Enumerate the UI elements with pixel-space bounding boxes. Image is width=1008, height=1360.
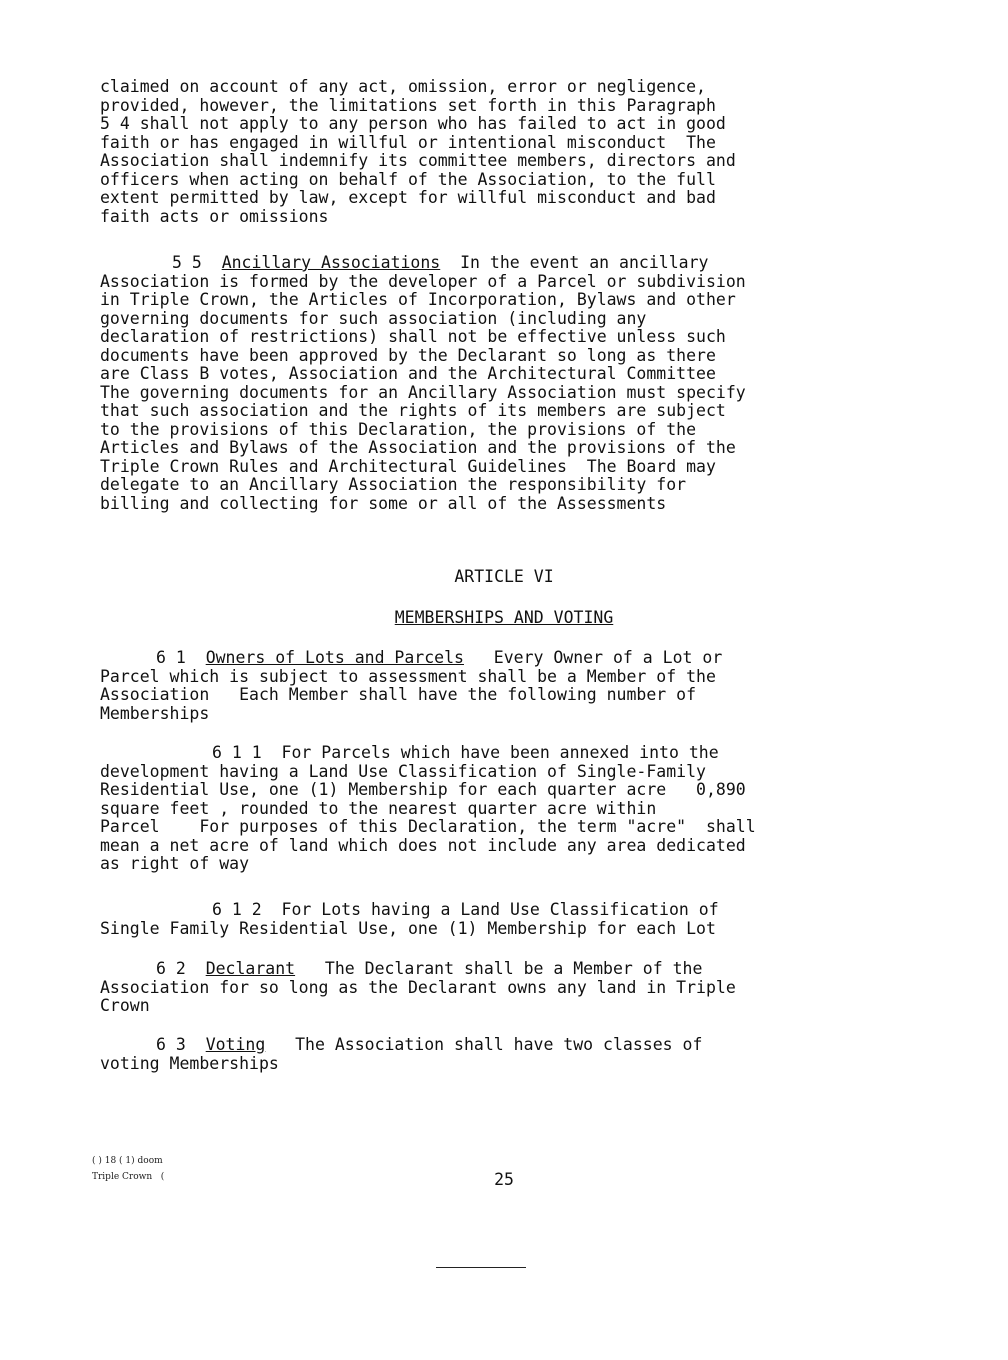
text-line: extent permitted by law, except for willful misconduct and bad <box>100 188 716 207</box>
text-line: officers when acting on behalf of the Association, to the full <box>100 169 716 189</box>
article-subtitle: MEMBERSHIPS AND VOTING <box>394 608 614 627</box>
section-first-line: 6 1 2 For Lots having a Land Use Classification of <box>212 900 719 919</box>
text-line: declaration of restrictions) shall not be effective unless such <box>100 327 726 346</box>
section-number: 5 5 <box>172 253 202 272</box>
text-line: Every Owner of a Lot or <box>463 648 723 667</box>
section-first-line <box>100 254 870 273</box>
text-line: documents have been approved by the Declarant so long as there <box>100 345 716 365</box>
text-line: Memberships <box>100 703 210 723</box>
text-line: Residential Use, one (1) Membership for each quarter acre 0,890 <box>100 780 746 799</box>
section-number: 6 1 <box>156 648 186 667</box>
page-number: 25 <box>494 1170 514 1189</box>
text-line: to the provisions of this Declaration, the provisions of the <box>100 419 697 439</box>
article-subtitle-wrap <box>0 609 1008 628</box>
text-line: in Triple Crown, the Articles of Incorporation, Bylaws and other <box>100 290 736 309</box>
section-first-line <box>100 960 870 979</box>
text-line: Crown <box>100 996 150 1015</box>
section-5-5 <box>100 254 870 513</box>
text-line: billing and collecting for some or all of the Assessments <box>100 493 667 513</box>
text-line: square feet , rounded to the nearest quarter acre within <box>100 798 657 818</box>
article-title: ARTICLE VI <box>454 567 554 586</box>
text-line: mean a net acre of land which does not include any area dedicated <box>100 835 746 855</box>
section-heading: Owners of Lots and Parcels <box>205 648 464 667</box>
text-line: development having a Land Use Classification of Single-Family <box>100 761 706 781</box>
text-line: The Declarant shall be a Member of the <box>295 959 703 978</box>
text-line: Association shall indemnify its committee members, directors and <box>100 151 736 170</box>
paragraph-continuation <box>100 78 870 226</box>
section-6-1-1 <box>100 744 870 874</box>
text-line: Association Each Member shall have the following number of <box>100 685 697 704</box>
section-heading: Ancillary Associations <box>221 253 441 272</box>
section-first-line <box>100 649 870 668</box>
section-number: 6 3 <box>156 1035 186 1054</box>
footer-doc-id: ( ) 18 ( 1) doom <box>92 1156 163 1166</box>
section-first-line <box>100 1036 870 1055</box>
text-line: The Association shall have two classes of <box>265 1035 703 1054</box>
text-line: delegate to an Ancillary Association the responsibility for <box>100 475 687 494</box>
text-line: Triple Crown Rules and Architectural Guidelines The Board may <box>100 456 716 476</box>
text-line: as right of way <box>100 854 250 873</box>
text-line: voting Memberships <box>100 1053 279 1073</box>
section-6-3 <box>100 1036 870 1073</box>
section-first-line: 6 1 1 For Parcels which have been annexed into the <box>212 743 719 762</box>
text-line: The governing documents for an Ancillary Association must specify <box>100 382 746 402</box>
section-number: 6 2 <box>156 959 186 978</box>
text-line: faith acts or omissions <box>100 206 329 226</box>
text-line: that such association and the rights of its members are subject <box>100 401 726 420</box>
text-line: claimed on account of any act, omission, error or negligence, <box>100 77 706 96</box>
text-line: Parcel which is subject to assessment shall be a Member of the <box>100 666 716 686</box>
text-line: Single Family Residential Use, one (1) Membership for each Lot <box>100 918 716 938</box>
text-line: Articles and Bylaws of the Association and the provisions of the <box>100 438 736 457</box>
text-line: Association is formed by the developer of a Parcel or subdivision <box>100 271 746 291</box>
text-line: Association for so long as the Declarant owns any land in Triple <box>100 977 736 997</box>
section-heading: Declarant <box>205 959 296 978</box>
section-6-1 <box>100 649 870 723</box>
section-6-1-2 <box>100 901 870 938</box>
section-heading: Voting <box>205 1035 266 1054</box>
text-line: faith or has engaged in willful or intentional misconduct The <box>100 132 716 152</box>
section-6-2 <box>100 960 870 1016</box>
text-line: provided, however, the limitations set forth in this Paragraph <box>100 95 716 115</box>
text-line: are Class B votes, Association and the Architectural Committee <box>100 364 716 383</box>
text-line: In the event an ancillary <box>440 253 709 272</box>
footer-doc-name: Triple Crown ( <box>92 1172 165 1182</box>
text-line: 5 4 shall not apply to any person who has failed to act in good <box>100 114 726 133</box>
text-line: Parcel For purposes of this Declaration, the term "acre" shall <box>100 817 756 836</box>
text-line: governing documents for such association (including any <box>100 308 647 328</box>
bottom-rule <box>436 1267 526 1268</box>
